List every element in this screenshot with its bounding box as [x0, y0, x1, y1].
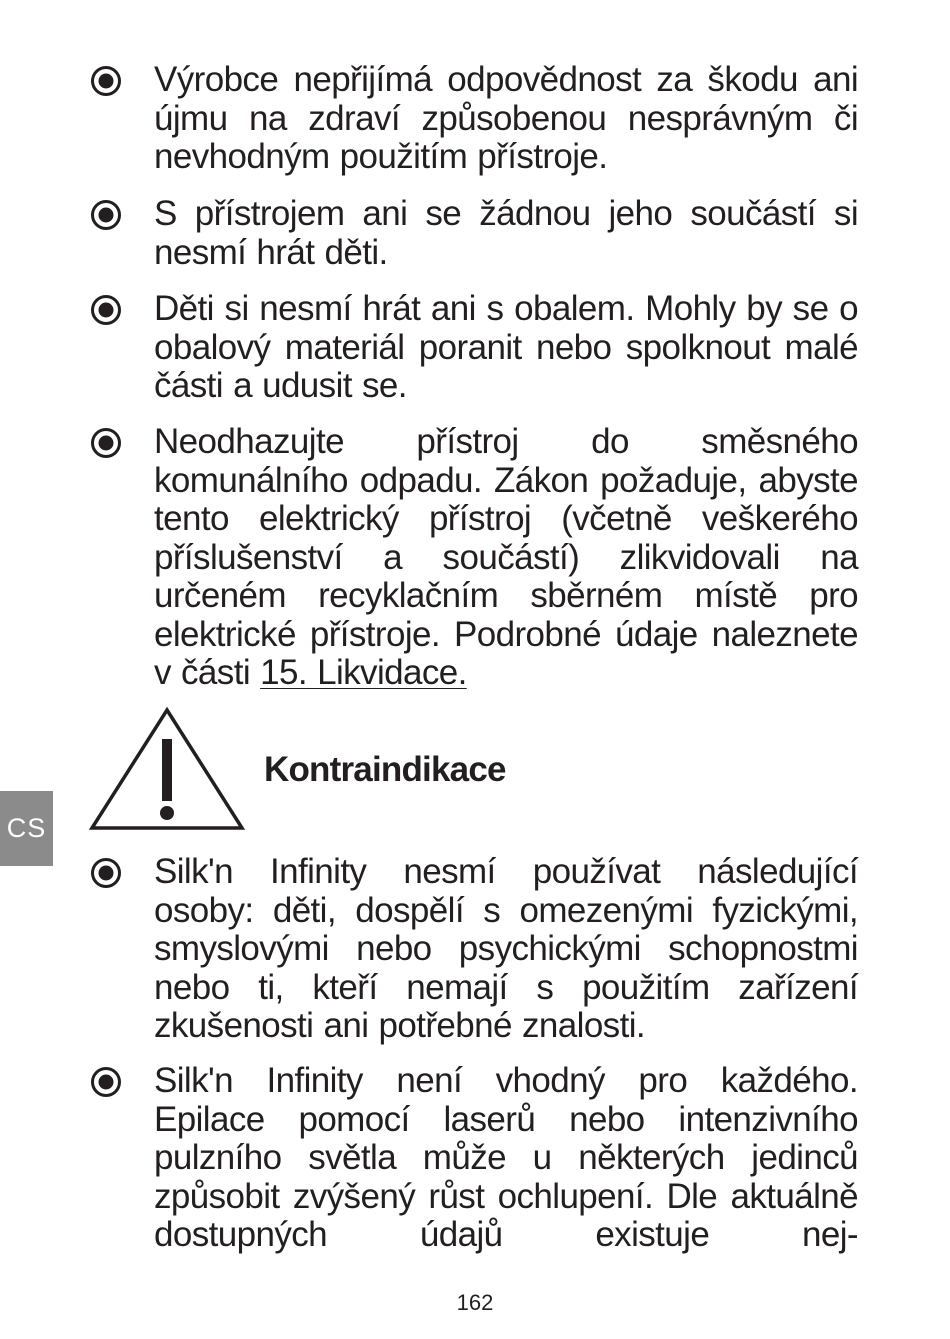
page-number: 162 [456, 1290, 494, 1315]
bullet-text: S přístrojem ani se žádnou jeho součástí si nesmí hrát děti. [154, 194, 858, 272]
bullet-text: Silk'n Infinity nesmí používat následující osoby: děti, dospělí s omezenými fyzickými, smyslovými nebo psychickými schopnostmi nebo ti, kteří nemají s použitím zařízení zkušenosti ani potřebné znalosti. [154, 852, 858, 1045]
target-bullet-icon [90, 1066, 122, 1098]
bullet-text: Děti si nesmí hrát ani s obalem. Mohly by se o obalový materiál poranit nebo spolknout malé části a udusit se. [154, 289, 858, 405]
target-bullet-icon [90, 65, 122, 97]
target-bullet-icon [90, 427, 122, 459]
bullet-text: Silk'n Infinity není vhodný pro každého. Epilace pomocí laserů nebo intenzivního pulzního světla může u některých jedinců způsobit zvýšený růst ochlupení. Dle aktuálně dostupných údajů existuje nej- [154, 1061, 858, 1254]
target-bullet-icon [90, 857, 122, 889]
target-bullet-icon [90, 199, 122, 231]
target-bullet-icon [90, 294, 122, 326]
section-heading: Kontraindikace [264, 750, 506, 789]
language-tab: CS [0, 791, 53, 866]
disposal-text: Neodhazujte přístroj do směsného komunálního odpadu. Zákon požaduje, abyste tento elektrický přístroj (včetně veškerého příslušenství a součástí) zlikvidovali na určeném recyklačním sběrném místě pro elektrické přístroje. Podrobné údaje naleznete v části [154, 422, 858, 692]
bullet-text [154, 423, 858, 693]
disposal-reference-link[interactable]: 15. Likvidace. [260, 653, 467, 692]
bullet-text: Výrobce nepřijímá odpovědnost za škodu ani újmu na zdraví způsobenou nesprávným či nevhodným použitím přístroje. [154, 60, 858, 176]
warning-triangle-icon [88, 705, 246, 833]
